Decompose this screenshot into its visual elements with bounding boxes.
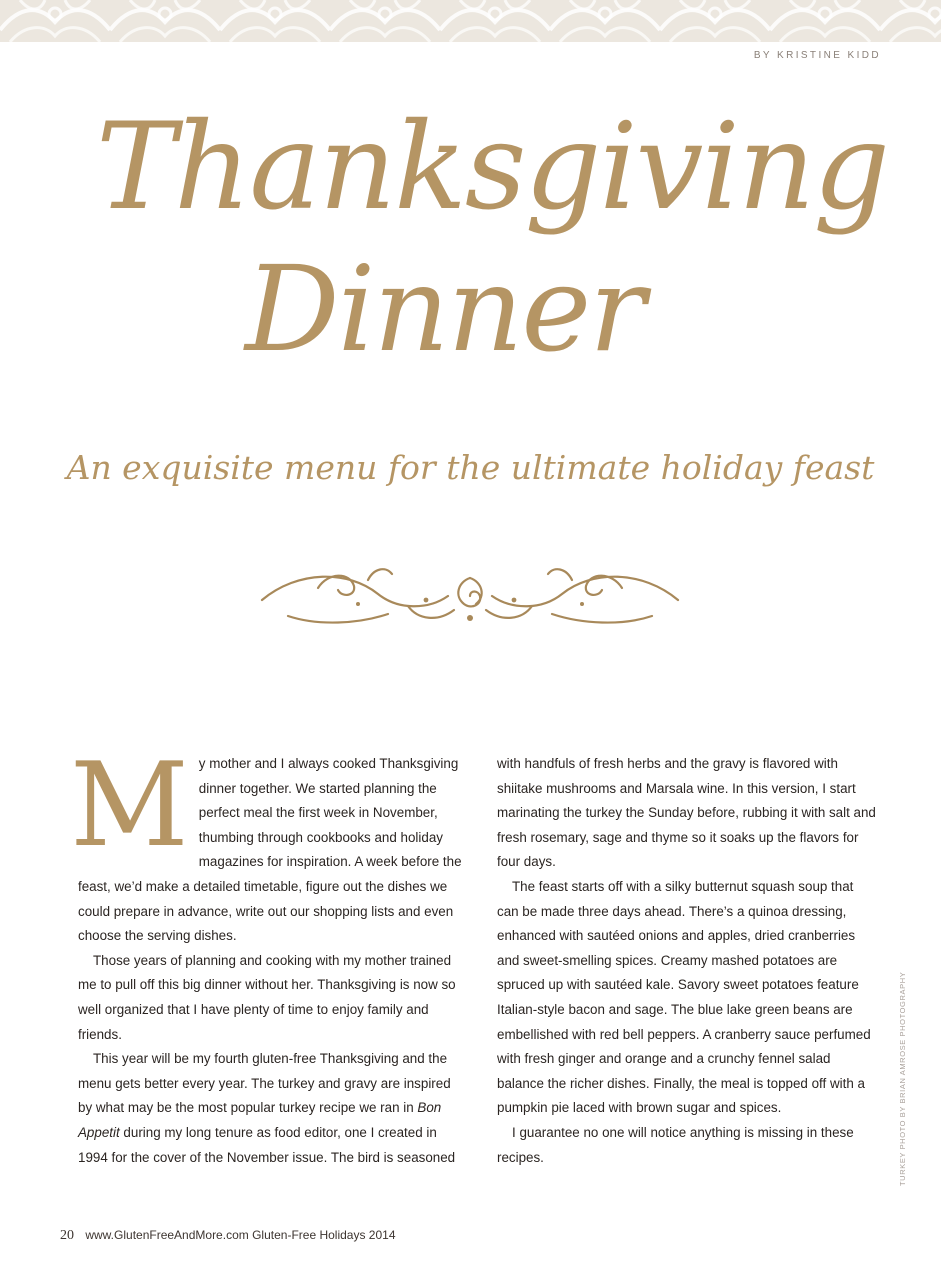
- page-footer: [60, 1228, 396, 1244]
- ornamental-flourish-icon: [258, 560, 682, 634]
- paragraph-3-text-b: during my long tenure as food editor, one I created in 1994 for the cover of the November issue. The bird is seasoned: [78, 1124, 456, 1165]
- paragraph-2: Those years of planning and cooking with my mother trained me to pull off this big dinner without her. Thanksgiving is now so well organized that I have plenty of time to enjoy family and friends.: [78, 952, 456, 1042]
- page-title: [0, 90, 941, 410]
- footer-issue: Gluten-Free Holidays 2014: [252, 1228, 396, 1242]
- body-column-left: [70, 738, 464, 1170]
- drop-cap: M: [70, 738, 189, 873]
- paragraph-3-text-a: This year will be my fourth gluten-free Thanksgiving and the menu gets better every year. The turkey and gravy are inspired by what may be the most popular turkey recipe we ran in: [78, 1051, 451, 1116]
- paragraph-6: I guarantee no one will notice anything is missing in these recipes.: [497, 1124, 854, 1165]
- lace-pattern-icon: [0, 0, 941, 42]
- title-line-2: Dinner: [245, 240, 644, 378]
- byline: BY KRISTINE KIDD: [753, 50, 881, 61]
- body-column-right: [497, 752, 877, 1170]
- footer-url: www.GlutenFreeAndMore.com: [85, 1228, 249, 1242]
- decorative-lace-band: [0, 0, 941, 42]
- photo-credit: TURKEY PHOTO BY BRIAN AMROSE PHOTOGRAPHY: [898, 971, 907, 1186]
- page-number: 20: [60, 1228, 74, 1243]
- paragraph-5: The feast starts off with a silky butternut squash soup that can be made three days ahead. There’s a quinoa dressing, enhanced with sautéed onions and apples, dried cranberries and sweet-smelling spices. Creamy mashed potatoes are spruced up with sautéed kale. Savory sweet potatoes feature Italian-style bacon and sage. The blue lake green beans are embellished with red bell peppers. A cranberry sauce perfumed with fresh ginger and orange and a crunchy fennel salad balance the richer dishes. Finally, the meal is topped off with a pumpkin pie laced with brown sugar and spices.: [497, 878, 871, 1116]
- paragraph-1-text: y mother and I always cooked Thanksgiving dinner together. We started planning the perfect meal the first week in November, thumbing through cookbooks and holiday magazines for inspiration. A week before the feast, we’d make a detailed timetable, figure out the dishes we could prepare in advance, write out our shopping lists and even choose the serving dishes.: [78, 756, 462, 944]
- paragraph-1: [70, 738, 464, 949]
- paragraph-4: with handfuls of fresh herbs and the gravy is flavored with shiitake mushrooms and Marsala wine. In this version, I start marinating the turkey the Sunday before, rubbing it with salt and fresh rosemary, sage and thyme so it soaks up the flavors for four days.: [497, 756, 876, 870]
- paragraph-3: [78, 1047, 464, 1170]
- title-line-1: Thanksgiving: [96, 98, 888, 237]
- subtitle: An exquisite menu for the ultimate holiday feast: [66, 448, 875, 487]
- magazine-name: Bon Appetit: [78, 1100, 442, 1140]
